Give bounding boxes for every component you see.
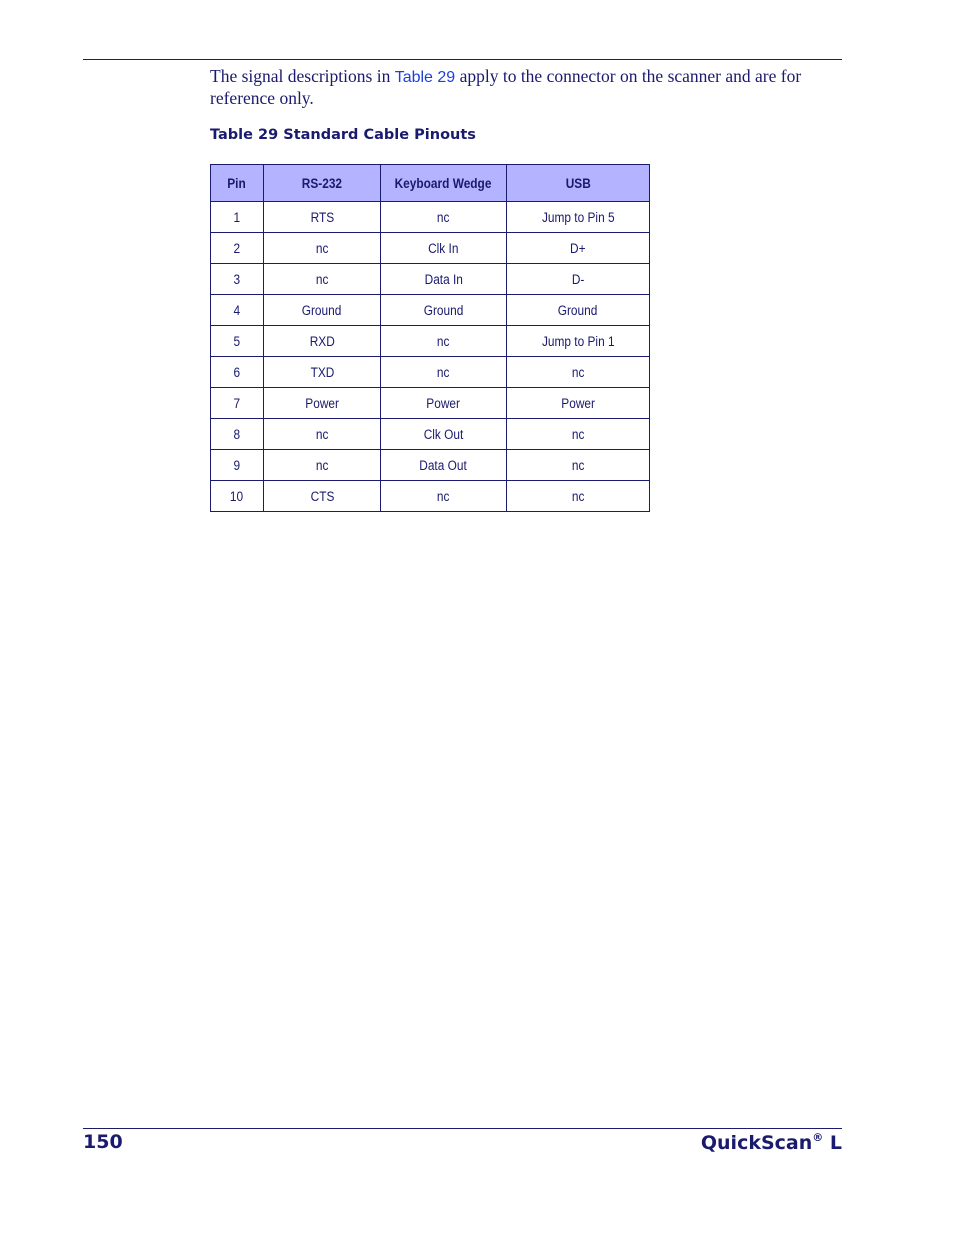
header-rs232 xyxy=(264,165,381,202)
table-caption: Table 29 Standard Cable Pinouts xyxy=(210,127,476,143)
table-row xyxy=(211,202,650,233)
table-row xyxy=(211,233,650,264)
cell-keyboard-wedge-value: nc xyxy=(437,209,450,225)
cell-usb-value: nc xyxy=(571,457,585,473)
cell-keyboard-wedge xyxy=(381,357,507,388)
cell-pin-value: 8 xyxy=(233,426,241,442)
cell-rs232-value: nc xyxy=(315,426,329,442)
table-29-link[interactable]: Table 29 xyxy=(394,69,456,86)
cell-keyboard-wedge xyxy=(381,481,507,512)
cell-keyboard-wedge-value: Data In xyxy=(424,271,463,287)
cell-rs232-value: nc xyxy=(315,240,329,256)
header-rule xyxy=(83,59,842,60)
cell-keyboard-wedge xyxy=(381,264,507,295)
cell-usb xyxy=(507,202,650,233)
cell-usb xyxy=(507,357,650,388)
cell-usb xyxy=(507,264,650,295)
cell-rs232 xyxy=(264,357,381,388)
cell-usb xyxy=(507,326,650,357)
cell-pin xyxy=(211,326,264,357)
table-header-row xyxy=(211,165,650,202)
cell-pin-value: 6 xyxy=(233,364,241,380)
cell-rs232 xyxy=(264,295,381,326)
cell-keyboard-wedge-value: Clk In xyxy=(428,240,459,256)
cell-keyboard-wedge-value: nc xyxy=(437,333,450,349)
cell-rs232-value: Ground xyxy=(302,302,342,318)
header-rs232-label: RS-232 xyxy=(301,175,343,191)
cell-usb-value: nc xyxy=(571,488,585,504)
cell-rs232 xyxy=(264,419,381,450)
header-usb xyxy=(507,165,650,202)
table-row xyxy=(211,419,650,450)
cell-pin xyxy=(211,450,264,481)
header-pin-label: Pin xyxy=(227,175,247,191)
cell-pin xyxy=(211,295,264,326)
cell-rs232 xyxy=(264,326,381,357)
page-number: 150 xyxy=(83,1131,123,1153)
cell-keyboard-wedge-value: Ground xyxy=(423,302,464,318)
table-row xyxy=(211,357,650,388)
table-row xyxy=(211,450,650,481)
cell-pin xyxy=(211,419,264,450)
cell-keyboard-wedge xyxy=(381,388,507,419)
table-row xyxy=(211,295,650,326)
cell-rs232 xyxy=(264,202,381,233)
cell-rs232-value: CTS xyxy=(310,488,334,504)
header-keyboard-wedge-label: Keyboard Wedge xyxy=(395,175,492,191)
table-row xyxy=(211,326,650,357)
cell-keyboard-wedge-value: Power xyxy=(426,395,461,411)
cell-rs232 xyxy=(264,388,381,419)
cell-rs232-value: Power xyxy=(305,395,339,411)
table-row xyxy=(211,388,650,419)
header-keyboard-wedge xyxy=(381,165,507,202)
cell-keyboard-wedge xyxy=(381,450,507,481)
cell-usb xyxy=(507,233,650,264)
cell-keyboard-wedge-value: Data Out xyxy=(419,457,468,473)
product-name-text: QuickScan xyxy=(700,1132,813,1154)
header-usb-label: USB xyxy=(565,175,591,191)
cell-pin-value: 3 xyxy=(233,271,241,287)
cell-usb-value: nc xyxy=(571,364,585,380)
cell-keyboard-wedge-value: Clk Out xyxy=(423,426,464,442)
intro-paragraph xyxy=(210,66,835,109)
cell-keyboard-wedge xyxy=(381,326,507,357)
cell-pin xyxy=(211,481,264,512)
cell-rs232 xyxy=(264,233,381,264)
cell-keyboard-wedge-value: nc xyxy=(437,488,450,504)
cell-rs232 xyxy=(264,264,381,295)
cell-rs232-value: nc xyxy=(315,457,329,473)
registered-mark: ® xyxy=(812,1131,824,1144)
cell-rs232 xyxy=(264,450,381,481)
cell-rs232-value: TXD xyxy=(310,364,334,380)
cell-pin xyxy=(211,388,264,419)
table-row xyxy=(211,264,650,295)
header-pin xyxy=(211,165,264,202)
cell-rs232-value: RTS xyxy=(310,209,334,225)
product-name xyxy=(701,1131,842,1154)
cell-usb-value: Jump to Pin 1 xyxy=(541,333,615,349)
cell-usb-value: D- xyxy=(571,271,585,287)
cell-rs232-value: RXD xyxy=(309,333,335,349)
cell-keyboard-wedge-value: nc xyxy=(437,364,450,380)
table-body xyxy=(211,202,650,512)
cell-pin-value: 5 xyxy=(233,333,241,349)
table-row xyxy=(211,481,650,512)
cell-pin xyxy=(211,264,264,295)
cell-pin-value: 7 xyxy=(233,395,241,411)
footer-rule xyxy=(83,1128,842,1129)
cell-usb-value: Power xyxy=(561,395,595,411)
cell-usb xyxy=(507,419,650,450)
cell-usb-value: D+ xyxy=(570,240,586,256)
intro-text-before: The signal descriptions in xyxy=(210,66,395,86)
cell-usb-value: nc xyxy=(571,426,585,442)
cell-keyboard-wedge xyxy=(381,202,507,233)
cell-usb-value: Ground xyxy=(558,302,598,318)
cell-usb xyxy=(507,450,650,481)
cell-pin-value: 9 xyxy=(233,457,241,473)
cell-pin xyxy=(211,233,264,264)
intro-text-after: apply to the connector on the scanner and are for reference only. xyxy=(210,66,802,108)
cell-pin-value: 2 xyxy=(233,240,241,256)
cell-rs232-value: nc xyxy=(315,271,329,287)
cell-pin-value: 4 xyxy=(233,302,241,318)
cell-rs232 xyxy=(264,481,381,512)
cell-keyboard-wedge xyxy=(381,419,507,450)
cable-pinouts-table xyxy=(210,164,650,512)
cell-pin-value: 10 xyxy=(230,488,244,504)
cell-pin xyxy=(211,202,264,233)
cell-keyboard-wedge xyxy=(381,295,507,326)
cell-usb xyxy=(507,388,650,419)
cell-keyboard-wedge xyxy=(381,233,507,264)
cell-usb-value: Jump to Pin 5 xyxy=(541,209,615,225)
cell-usb xyxy=(507,481,650,512)
product-suffix: L xyxy=(823,1132,842,1154)
cell-pin xyxy=(211,357,264,388)
cell-usb xyxy=(507,295,650,326)
cell-pin-value: 1 xyxy=(233,209,241,225)
